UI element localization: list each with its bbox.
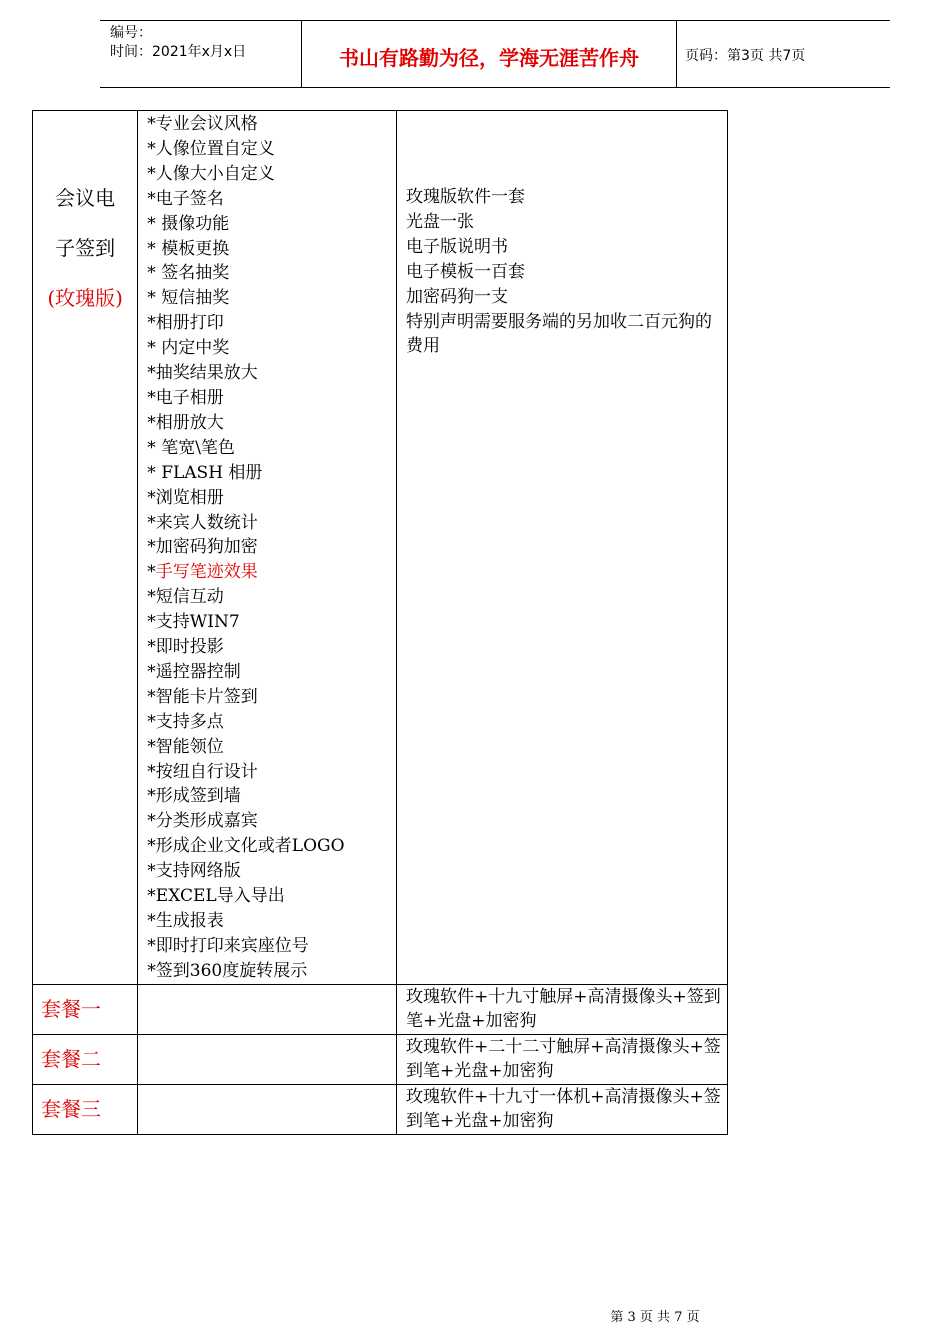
package-name: 套餐一: [33, 984, 138, 1034]
package-desc: 玫瑰软件+二十二寸触屏+高清摄像头+签到笔+光盘+加密狗: [397, 1034, 728, 1084]
footer-page-number: 第 3 页 共 7 页: [610, 1310, 700, 1325]
include-item: 玫瑰版软件一套: [406, 187, 526, 207]
package-desc: 玫瑰软件+十九寸一体机+高清摄像头+签到笔+光盘+加密狗: [397, 1084, 728, 1134]
feature-item: *支持网络版: [147, 861, 241, 882]
category-line-2: 子签到: [55, 236, 116, 260]
feature-item: *分类形成嘉宾: [147, 811, 258, 832]
package-row: [33, 984, 728, 1034]
feature-item: *抽奖结果放大: [147, 363, 258, 384]
header-time-label: 时间：2021年x月x日: [110, 44, 247, 60]
feature-item: *签到360度旋转展示: [147, 960, 308, 981]
feature-item: *即时投影: [147, 637, 224, 658]
include-item: 电子版说明书: [406, 236, 509, 257]
feature-item: *智能领位: [147, 736, 224, 757]
header-bottom-rule: [100, 87, 890, 88]
header-top-rule: [100, 20, 890, 21]
category-line-3: (玫瑰版): [47, 286, 123, 310]
feature-item: *手写笔迹效果: [147, 562, 258, 583]
feature-item: *专业会议风格: [147, 114, 258, 134]
include-item: 光盘一张: [406, 211, 475, 232]
feature-item: *按纽自行设计: [147, 761, 258, 782]
package-empty-cell: [138, 1084, 397, 1134]
feature-item: * 短信抽奖: [147, 288, 230, 309]
feature-item: * 签名抽奖: [147, 263, 230, 284]
feature-item: * 摄像功能: [147, 213, 230, 234]
include-item: 特别声明需要服务端的另加收二百元狗的费用: [406, 311, 713, 357]
category-line-1: 会议电: [55, 186, 116, 210]
feature-item: *支持多点: [147, 711, 224, 732]
feature-item: * FLASH 相册: [147, 462, 263, 483]
category-cell: [33, 111, 138, 985]
feature-item: *来宾人数统计: [147, 512, 258, 533]
package-name: 套餐三: [33, 1084, 138, 1134]
feature-item: *电子签名: [147, 188, 224, 209]
feature-item: *智能卡片签到: [147, 686, 258, 707]
package-empty-cell: [138, 984, 397, 1034]
feature-item: *生成报表: [147, 911, 224, 931]
feature-item: *加密码狗加密: [147, 537, 258, 558]
feature-item: *电子相册: [147, 387, 224, 408]
feature-item: * 内定中奖: [147, 338, 230, 359]
feature-item: * 模板更换: [147, 238, 230, 259]
package-row: [33, 1034, 728, 1084]
include-item: 电子模板一百套: [406, 261, 526, 282]
feature-item: *即时打印来宾座位号: [147, 935, 309, 956]
package-empty-cell: [138, 1034, 397, 1084]
header-number-label: 编号：: [110, 25, 152, 41]
feature-item: *相册放大: [147, 412, 224, 433]
features-cell: [138, 111, 397, 985]
header-divider-right: [676, 20, 677, 88]
product-row: [33, 111, 728, 985]
feature-item: *浏览相册: [147, 487, 224, 508]
package-name: 套餐二: [33, 1034, 138, 1084]
feature-item: *形成企业文化或者LOGO: [147, 836, 345, 857]
feature-item: *短信互动: [147, 587, 224, 608]
feature-item: *EXCEL导入导出: [147, 886, 285, 907]
feature-item: *相册打印: [147, 313, 224, 334]
feature-item: *遥控器控制: [147, 661, 241, 682]
include-item: 加密码狗一支: [406, 286, 509, 307]
feature-item: *人像大小自定义: [147, 163, 275, 184]
package-desc: 玫瑰软件+十九寸触屏+高清摄像头+签到笔+光盘+加密狗: [397, 984, 728, 1034]
header-motto: 书山有路勤为径，学海无涯苦作舟: [339, 46, 639, 70]
feature-item: *人像位置自定义: [147, 138, 275, 159]
feature-item: *支持WIN7: [147, 612, 240, 633]
package-row: [33, 1084, 728, 1134]
feature-item: * 笔宽\笔色: [147, 437, 235, 458]
header-page-label: 页码：第3页 共7页: [685, 48, 806, 64]
product-table: [32, 110, 728, 1135]
includes-cell: [397, 111, 728, 985]
feature-item: *形成签到墙: [147, 786, 241, 807]
